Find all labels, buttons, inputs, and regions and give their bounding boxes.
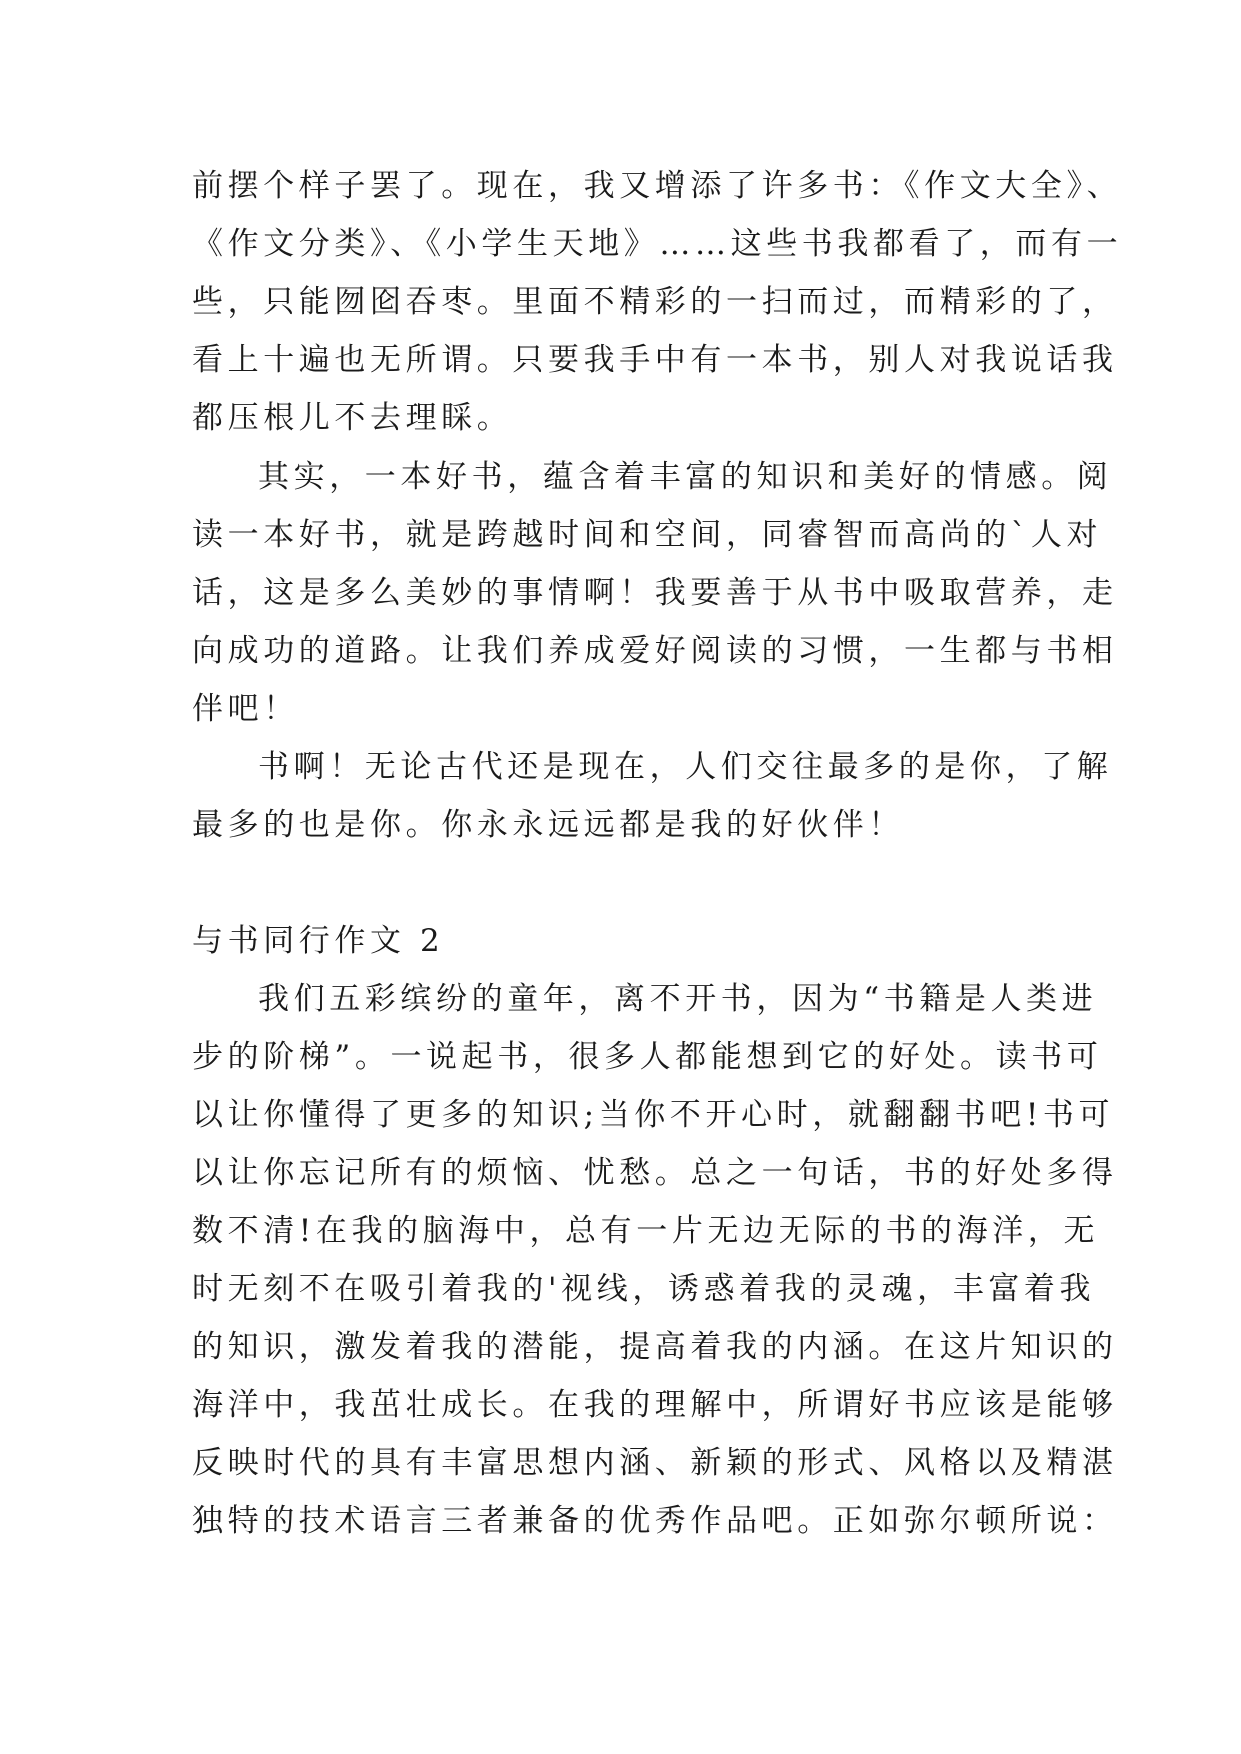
text-line: 海洋中，我茁壮成长。在我的理解中，所谓好书应该是能够 [192,1387,1118,1423]
text-line: 步的阶梯”。一说起书，很多人都能想到它的好处。读书可 [192,1039,1103,1075]
text-line: 最多的也是你。你永永远远都是我的好伙伴！ [192,807,904,843]
text-line: 些，只能囫囵吞枣。里面不精彩的一扫而过，而精彩的了， [192,284,1118,320]
text-line: 读一本好书，就是跨越时间和空间，同睿智而高尚的`人对 [192,517,1103,553]
text-line: 看上十遍也无所谓。只要我手中有一本书，别人对我说话我 [192,342,1118,378]
text-line: 其实，一本好书，蕴含着丰富的知识和美好的情感。阅 [258,459,1113,495]
text-line: 前摆个样子罢了。现在，我又增添了许多书：《作文大全》、 [192,168,1123,204]
paragraph-1 [192,157,1123,447]
text-line: 伴吧！ [192,691,299,727]
text-line: 独特的技术语言三者兼备的优秀作品吧。正如弥尔顿所说： [192,1503,1118,1539]
paragraph-2 [192,448,1118,738]
text-line: 话，这是多么美妙的事情啊！我要善于从书中吸取营养，走 [192,575,1118,611]
text-line: 反映时代的具有丰富思想内涵、新颖的形式、风格以及精湛 [192,1445,1118,1481]
text-line: 以让你懂得了更多的知识;当你不开心时，就翻翻书吧!书可 [192,1097,1115,1133]
text-line: 《作文分类》、《小学生天地》……这些书我都看了，而有一 [192,226,1123,262]
paragraph-3 [192,738,1113,854]
text-line: 数不清!在我的脑海中，总有一片无边无际的书的海洋，无 [192,1213,1100,1249]
text-line: 书啊！无论古代还是现在，人们交往最多的是你，了解 [258,749,1113,785]
text-line: 向成功的道路。让我们养成爱好阅读的习惯，一生都与书相 [192,633,1118,669]
text-line: 我们五彩缤纷的童年，离不开书，因为“书籍是人类进 [258,981,1098,1017]
paragraph-4 [192,970,1118,1550]
heading-text: 与书同行作文 2 [192,923,445,959]
text-line: 的知识，激发着我的潜能，提高着我的内涵。在这片知识的 [192,1329,1118,1365]
text-line: 时无刻不在吸引着我的'视线，诱惑着我的灵魂，丰富着我 [192,1271,1096,1307]
text-line: 以让你忘记所有的烦恼、忧愁。总之一句话，书的好处多得 [192,1155,1118,1191]
section-heading [192,912,1072,970]
text-line: 都压根儿不去理睬。 [192,400,513,436]
